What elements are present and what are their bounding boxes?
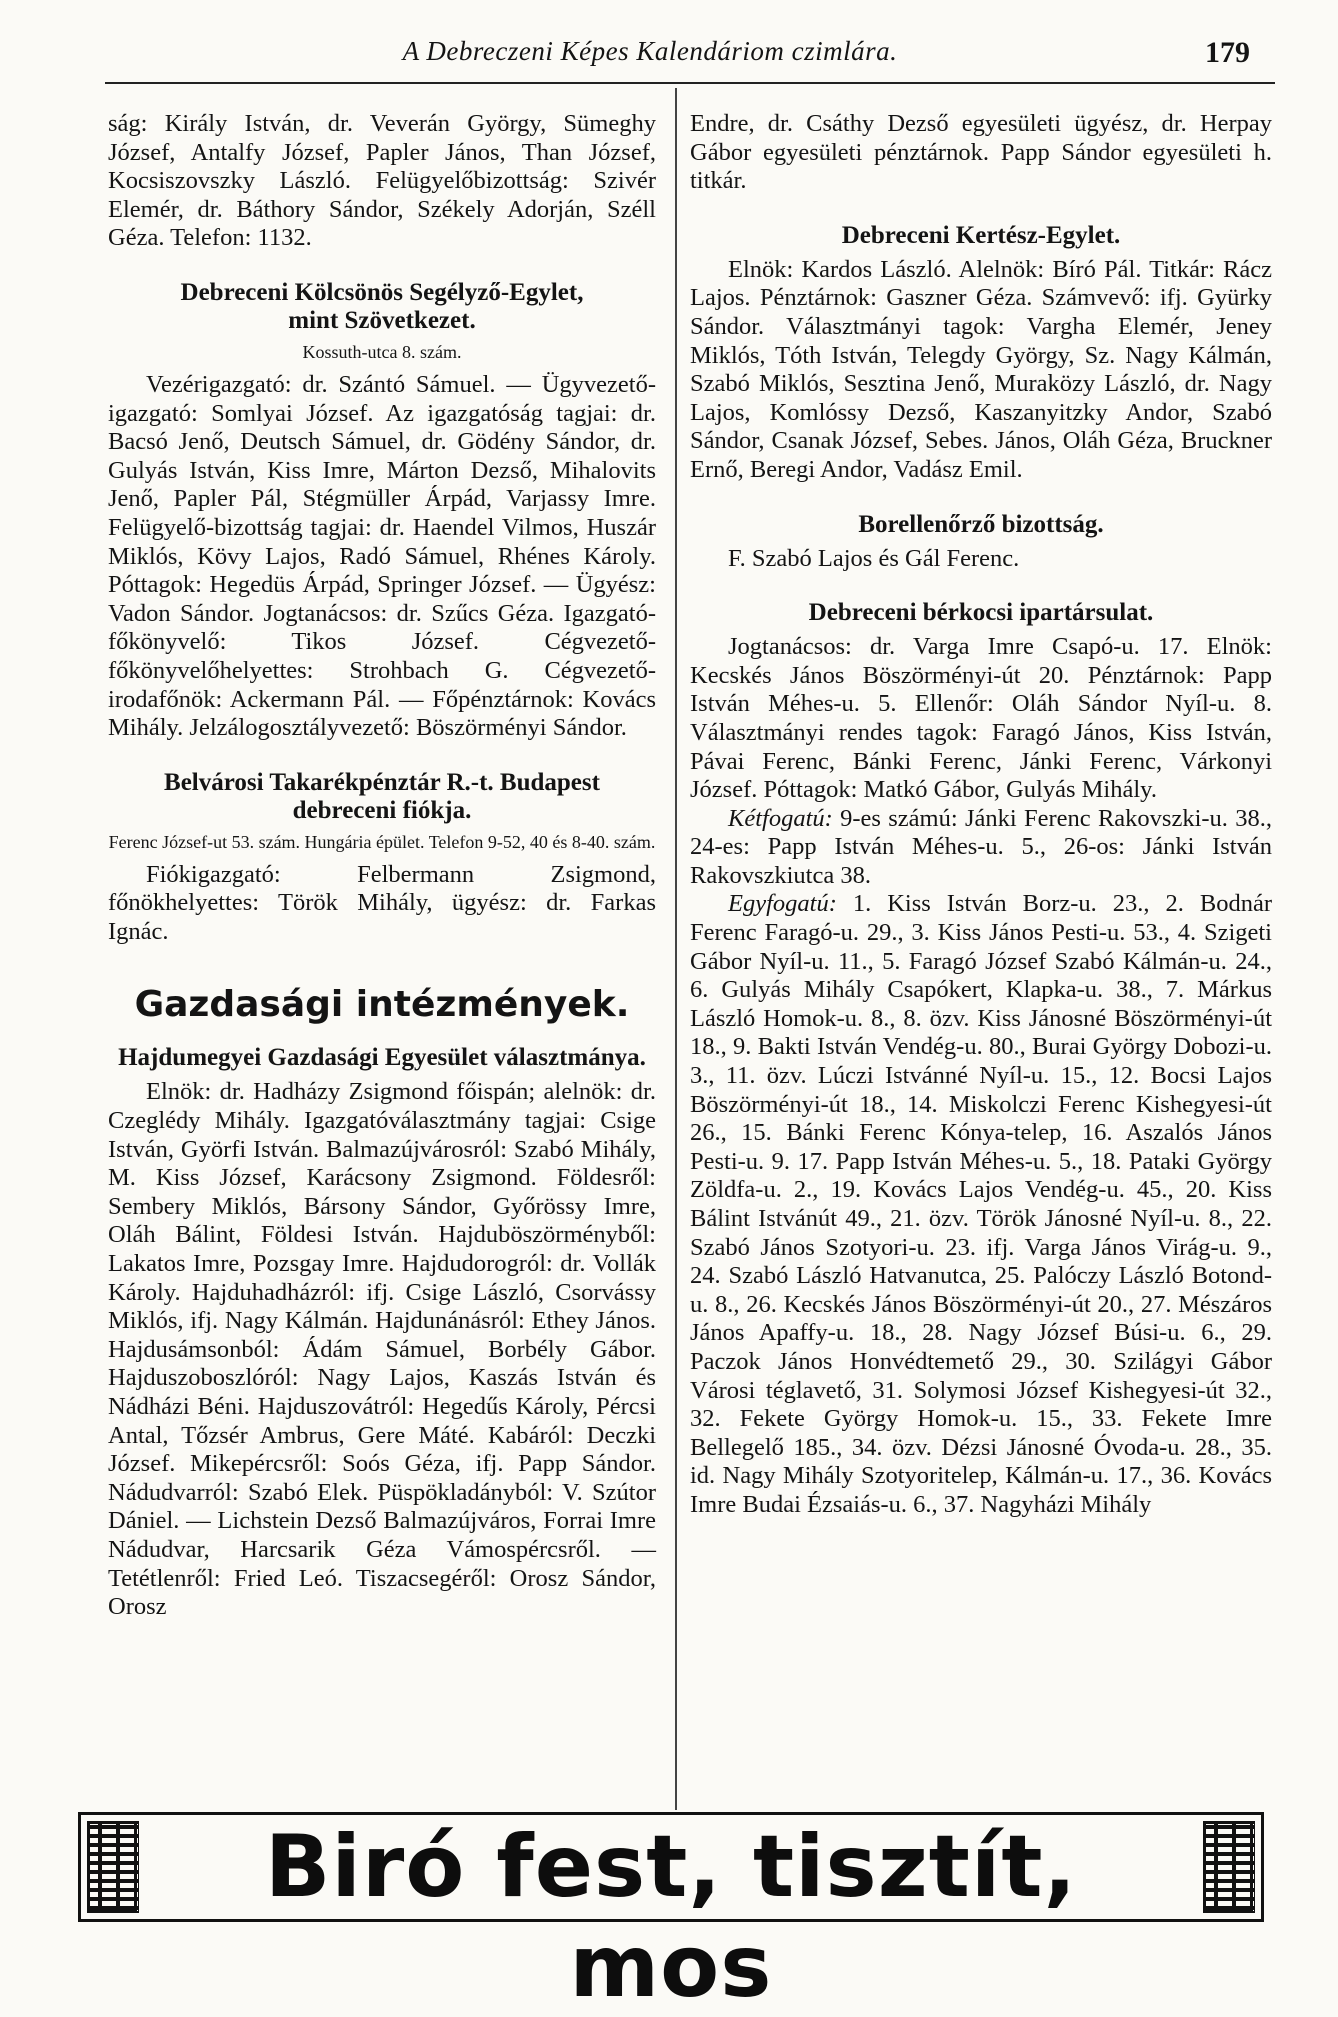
section-heading-line: Belvárosi Takarékpénztár R.-t. Budapest [164, 768, 600, 796]
section-heading: Hajdumegyei Gazdasági Egyesület választmánya. [118, 1044, 646, 1072]
paragraph: Fiókigazgató: Felbermann Zsigmond, főnökhelyettes: Török Mihály, ügyész: dr. Farkas Ignác. [108, 860, 656, 945]
running-title: A Debreczeni Képes Kalendáriom czimlára. [402, 36, 898, 66]
paragraph-text: 9-es számú: Jánki Ferenc Rakovszki-u. 38., 24-es: Papp István Méhes-u. 5., 26-os: Jánki István Rakovszkiutca 38. [690, 804, 1272, 889]
paragraph-text: 1. Kiss István Borz-u. 23., 2. Bodnár Ferenc Faragó-u. 29., 3. Kiss János Pesti-u. 53., 4. Szigeti Gábor Nyíl-u. 11., 5. Faragó József Szabó Kálmán-u. 24., 6. Gulyás Mihály Csapókert, Klapka-u. 38., 7. Márkus László Homok-u. 8., 8. özv. Kiss Jánosné Böszörményi-út 18., 9. Bakti István Vendég-u. 80., Burai György Dobozi-u. 3., 11. özv. Lúczi Istvánné Nyíl-u. 15., 12. Bocsi Lajos Böszörményi-út 18., 14. Miskolczi Ferenc Kishegyesi-út 26., 15. Bánki Ferenc Kónya-telep, 16. Aszalós János Pesti-u. 9. 17. Papp István Méhes-u. 5., 18. Pataki György Zöldfa-u. 2., 19. Kovács Lajos Vendég-u. 45., 20. Kiss Bálint Istvánút 49., 21. özv. Török Jánosné Nyíl-u. 8., 22. Szabó János Szotyori-u. 23. ifj. Varga János Virág-u. 9., 24. Szabó László Hatvanutca, 25. Palóczy László Botond-u. 8., 26. Kecskés János Böszörményi-út 20., 27. Mészáros János Apaffy-u. 18., 28. Nagy József Búsi-u. 6., 29. Paczok János Honvédtemető 29., 30. Szilágyi Gábor Városi téglavető, 31. Solymosi József Kishegyesi-út 32., 32. Fekete György Homok-u. 15., 33. Fekete Imre Bellegelő 185., 34. özv. Dézsi Jánosné Óvoda-u. 28., 35. id. Nagy Mihály Szotyoritelep, Kálmán-u. 17., 36. Kovács Imre Budai Ézsaiás-u. 6., 37. Nagyházi Mihály [690, 890, 1272, 1518]
right-column [690, 110, 1272, 1520]
section-address: Kossuth-utca 8. szám. [302, 341, 462, 362]
advertisement-banner [78, 1812, 1264, 2017]
page-number: 179 [1205, 36, 1250, 69]
paragraph: F. Szabó Lajos és Gál Ferenc. [728, 544, 1020, 572]
ornament-icon [87, 1821, 139, 1913]
advertisement-text: Biró fest, tisztít, mos [264, 1817, 1078, 2017]
section-heading [108, 769, 656, 825]
section-heading-line: mint Szövetkezet. [288, 306, 476, 334]
paragraph: Endre, dr. Csáthy Dezső egyesületi ügyész, dr. Herpay Gábor egyesületi pénztárnok. Papp Sándor egyesületi h. titkár. [690, 110, 1272, 195]
paragraph: Elnök: Kardos László. Alelnök: Bíró Pál. Titkár: Rácz Lajos. Pénztárnok: Gaszner Géza. Számvevő: ifj. Gyürky Sándor. Választmányi tagok: Vargha Elemér, Jeney Miklós, Tóth István, Telegdy György, Sz. Nagy Kálmán, Szabó Miklós, Sesztina Jenő, Muraközy László, dr. Nagy Lajos, Komlóssy Dezső, Kaszanyitzky Andor, Szabó Sándor, Csanak József, Sebes. János, Oláh Géza, Bruckner Ernő, Beregi Andor, Vadász Emil. [690, 255, 1272, 483]
header-rule [105, 82, 1275, 84]
column-divider [675, 88, 677, 1810]
label: Egyfogatú: [728, 890, 837, 918]
section-heading [108, 279, 656, 335]
paragraph: Vezérigazgató: dr. Szántó Sámuel. — Ügyvezető-igazgató: Somlyai József. Az igazgatóság tagjai: dr. Bacsó Jenő, Deutsch Sámuel, dr. Gödény Sándor, dr. Gulyás István, Kiss Imre, Márton Dezső, Mihalovits Jenő, Papler Pál, Stégmüller Árpád, Varjassy Imre. Felügyelő-bizottság tagjai: dr. Haendel Vilmos, Huszár Miklós, Kövy Lajos, Radó Sámuel, Rhénes Károly. Póttagok: Hegedüs Árpád, Springer József. — Ügyész: Vadon Sándor. Jogtanácsos: dr. Szűcs Géza. Igazgató-főkönyvelő: Tikos József. Cégvezető-főkönyvelőhelyettes: Strohbach G. Cégvezető-irodafőnök: Ackermann Pál. — Főpénztárnok: Kovács Mihály. Jelzálogosztályvezető: Böszörményi Sándor. [108, 370, 656, 742]
chapter-heading: Gazdasági intézmények. [134, 984, 630, 1026]
section-heading-line: Debreceni Kölcsönös Segélyző-Egylet, [180, 278, 584, 306]
section-heading: Debreceni bérkocsi ipartársulat. [808, 599, 1154, 627]
page-header [0, 22, 1338, 72]
section-heading-line: debreceni fiókja. [292, 796, 472, 824]
ornament-icon [1203, 1821, 1255, 1913]
paragraph: Jogtanácsos: dr. Varga Imre Csapó-u. 17. Elnök: Kecskés János Böszörményi-út 20. Pénztárnok: Papp István Méhes-u. 5. Ellenőr: Oláh Sándor Nyíl-u. 8. Választmányi rendes tagok: Faragó János, Kiss István, Pávai Ferenc, Bánki Ferenc, Jánki Ferenc, Várkonyi József. Póttagok: Matkó Gábor, Gulyás Mihály. [690, 633, 1272, 804]
section-heading: Borellenőrző bizottság. [858, 510, 1104, 538]
paragraph: Elnök: dr. Hadházy Zsigmond főispán; alelnök: dr. Czeglédy Mihály. Igazgatóválasztmány tagjai: Csige István, Györfi István. Balmazújvárosról: Szabó Mihály, M. Kiss József, Karácsony Zsigmond. Földesről: Sembery Miklós, Bársony Sándor, Győrössy Imre, Oláh Bálint, Földesi István. Hajduböszörményből: Lakatos Imre, Pozsgay Imre. Hajdudorogról: dr. Vollák Károly. Hajduhadházról: ifj. Csige László, Csorvássy Miklós, ifj. Nagy Kálmán. Hajdunánásról: Ethey János. Hajdusámsonból: Ádám Sámuel, Borbély Gábor. Hajduszoboszlóról: Nagy Lajos, Kaszás István és Nádházi Béni. Hajduszovátról: Hegedűs Károly, Pércsi Antal, Tőzsér Ambrus, Gere Máté. Kabáról: Deczki József. Mikepércsről: Soós Géza, ifj. Papp Sándor. Nádudvarról: Szabó Elek. Püspökladányból: V. Szútor Dániel. — Lichstein Dezső Balmazújváros, Forrai Imre Nádudvar, Harcsarik Géza Vámospércsről. — Tetétlenről: Fried Leó. Tiszacsegéről: Orosz Sándor, Orosz [108, 1078, 656, 1621]
left-column [108, 110, 656, 1622]
label: Kétfogatú: [728, 804, 833, 832]
section-heading: Debreceni Kertész-Egylet. [841, 221, 1121, 249]
paragraph: ság: Király István, dr. Veverán György, Sümeghy József, Antalfy József, Papler János, Than József, Kocsiszovszky László. Felügyelőbizottság: Szivér Elemér, dr. Báthory Sándor, Székely Adorján, Széll Géza. Telefon: 1132. [108, 110, 656, 252]
paragraph [690, 805, 1272, 891]
paragraph [690, 890, 1272, 1519]
section-address: Ferenc József-ut 53. szám. Hungária épület. Telefon 9-52, 40 és 8-40. szám. [108, 831, 656, 852]
